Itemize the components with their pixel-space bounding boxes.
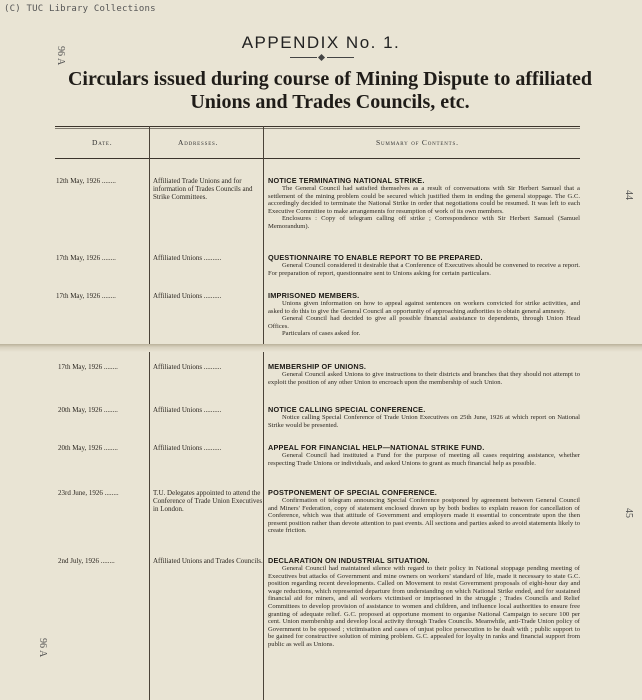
row-addresses: Affiliated Unions .......... — [153, 254, 222, 262]
row-body-paragraph: General Council considered it desirable that a Conference of Executives should be convened to receive a report. For preparation of report, questionnaire sent to Unions asking for certain particulars. — [268, 262, 580, 277]
row-heading: DECLARATION ON INDUSTRIAL SITUATION. — [268, 556, 430, 565]
title-ornament — [290, 56, 354, 60]
row-heading: NOTICE CALLING SPECIAL CONFERENCE. — [268, 405, 426, 414]
margin-mark-top-left: 96 A — [55, 46, 66, 66]
row-addresses: Affiliated Unions .......... — [153, 444, 222, 452]
row-summary — [268, 405, 580, 429]
table-header-rule — [55, 158, 580, 159]
row-date: 17th May, 1926 ........ — [58, 363, 118, 371]
row-heading: APPEAL FOR FINANCIAL HELP—NATIONAL STRIKE FUND. — [268, 443, 485, 452]
row-date: 17th May, 1926 ........ — [56, 292, 116, 300]
column-divider-1-lower — [149, 352, 150, 700]
row-body-paragraph: General Council asked Unions to give instructions to their districts and branches that they should not attempt to exploit the position of any other Union to encroach upon the membership of such Union. — [268, 371, 580, 386]
row-addresses: Affiliated Unions and Trades Councils. — [153, 557, 263, 565]
row-summary — [268, 291, 580, 338]
row-summary — [268, 253, 580, 277]
row-summary — [268, 443, 580, 467]
column-divider-1 — [149, 126, 150, 344]
row-date: 20th May, 1926 ........ — [58, 406, 118, 414]
row-addresses: Affiliated Unions .......... — [153, 292, 222, 300]
row-date: 23rd June, 1926 ........ — [58, 489, 119, 497]
column-divider-2-lower — [263, 352, 264, 700]
appendix-title: APPENDIX No. 1. — [241, 33, 401, 52]
row-heading: QUESTIONNAIRE TO ENABLE REPORT TO BE PREPARED. — [268, 253, 483, 262]
row-heading: NOTICE TERMINATING NATIONAL STRIKE. — [268, 176, 425, 185]
table-top-rule-inner — [55, 128, 580, 129]
column-header-date: Date. — [92, 138, 113, 147]
row-body-paragraph: Unions given information on how to appeal against sentences on workers convicted for strike activities, and asked to do this to give the General Council an opportunity of approaching authorities to obtain general amnesty. — [268, 300, 580, 315]
row-addresses: Affiliated Unions .......... — [153, 363, 222, 371]
row-summary — [268, 556, 580, 649]
row-date: 12th May, 1926 ........ — [56, 177, 116, 185]
row-summary — [268, 176, 580, 231]
row-date: 2nd July, 1926 ........ — [58, 557, 115, 565]
row-body-paragraph: General Council had decided to give all possible financial assistance to dependents, through Union Head Offices. — [268, 315, 580, 330]
row-date: 17th May, 1926 ........ — [56, 254, 116, 262]
document-heading — [40, 68, 620, 114]
row-summary — [268, 488, 580, 535]
margin-mark-bottom-left: 96 A — [37, 638, 48, 658]
column-divider-2 — [263, 126, 264, 344]
row-body-paragraph: General Council had instituted a Fund for the purpose of meeting all cases requiring assistance, whether respecting Trade Unions or individuals, and asked Unions to grant as much financial help as possible. — [268, 452, 580, 467]
page-number-lower: 45 — [623, 508, 634, 518]
page-number-upper: 44 — [623, 190, 634, 200]
row-body-paragraph: Confirmation of telegram announcing Special Conference postponed by agreement between General Council and Miners' Federation, copy of statement enclosed drawn up by both bodies to explain reason for cancellation of Conference, which was that attitude of Government and employers made it essential to concentrate upon the then present position rather than devote attention to past events. All sections and parties asked to avoid statements likely to create friction. — [268, 497, 580, 535]
column-header-summary: Summary of Contents. — [376, 138, 459, 147]
row-addresses: Affiliated Unions .......... — [153, 406, 222, 414]
row-body-paragraph: Notice calling Special Conference of Trade Union Executives on 25th June, 1926 at which report on National Strike would be presented. — [268, 414, 580, 429]
row-date: 20th May, 1926 ........ — [58, 444, 118, 452]
row-heading: POSTPONEMENT OF SPECIAL CONFERENCE. — [268, 488, 438, 497]
row-addresses: T.U. Delegates appointed to attend the Conference of Trade Union Executives in London. — [153, 489, 263, 513]
heading-line-1: Circulars issued during course of Mining Dispute to affiliated — [67, 68, 593, 90]
table-top-rule — [55, 126, 580, 127]
row-body-paragraph: The General Council had satisfied themselves as a result of conversations with Sir Herbert Samuel that a settlement of the mining problem could be secured which justified them in ending the general stoppage. The G.C. accordingly decided to terminate the National Strike in order that negotiations could be resumed. It was left to each Executive Committee to make arrangements for resumption of work of its own members. — [268, 185, 580, 215]
column-header-addresses: Addresses. — [178, 138, 219, 147]
row-body-paragraph: Particulars of cases asked for. — [282, 330, 361, 338]
page-fold — [0, 344, 642, 352]
row-body-paragraph: Enclosures : Copy of telegram calling off strike ; Correspondence with Sir Herbert Samuel (Samuel Memorandum). — [268, 215, 580, 230]
row-body-paragraph: General Council had maintained silence with regard to their policy in National stoppage pending meeting of Executives but attacks of Government and mine owners on workers' standard of life, made it necessary to state G.C. position regarding recent developments. Called on Movement to resist Government proposals of eight-hour day and wage reductions, which represented departure from understanding on which National Strike ended, and for sustained financial aid for miners, and all workers victimised or imprisoned in the struggle ; Trades Councils and Relief Committees to develop provision of assistance to women and children, and influence local authorities to ensure free granting of adequate relief. G.C. proposed at opportune moment to organise National Campaign to secure 100 per cent. Union membership and develop local activity through Trades Councils. Meanwhile, anti-Trade Union policy of Government to be opposed ; victimisation and cases of unjust police persecution to be dealt with ; public support to be gained for constructive solution of mining problem. G.C. appealed for loyalty in ranks and financial support from public as well as Unions. — [268, 565, 580, 648]
row-heading: IMPRISONED MEMBERS. — [268, 291, 360, 300]
row-summary — [268, 362, 580, 386]
heading-line-2: Unions and Trades Councils, etc. — [190, 91, 470, 113]
row-heading: MEMBERSHIP OF UNIONS. — [268, 362, 367, 371]
row-addresses: Affiliated Trade Unions and for information of Trades Councils and Strike Committees. — [153, 177, 253, 201]
watermark: (C) TUC Library Collections — [4, 4, 156, 14]
